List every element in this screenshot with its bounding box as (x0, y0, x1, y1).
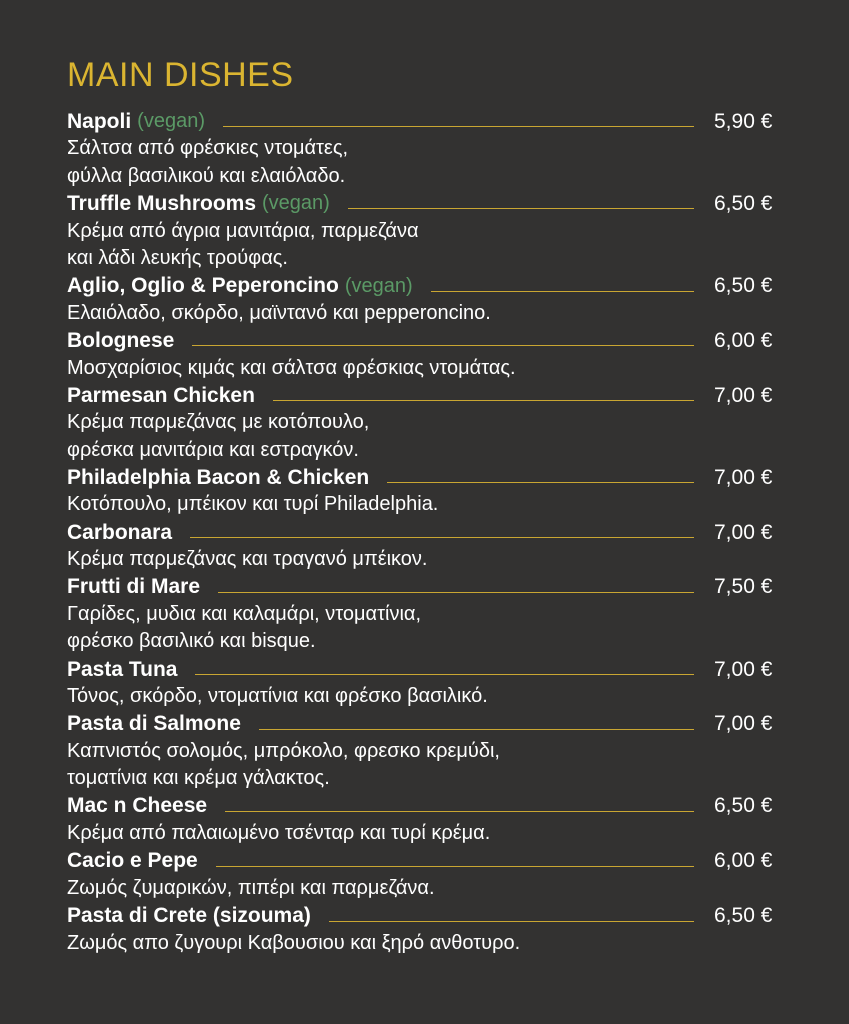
item-price: 7,00 € (714, 657, 773, 681)
item-header (67, 574, 789, 601)
menu-item (67, 382, 789, 464)
item-header (67, 902, 789, 929)
item-header (67, 382, 789, 409)
description-line: Μοσχαρίσιος κιμάς και σάλτσα φρέσκιας ντομάτας. (67, 356, 516, 379)
item-description (67, 355, 687, 382)
menu-item (67, 190, 789, 272)
leader-line (192, 345, 694, 346)
item-header (67, 272, 789, 299)
description-line: τοματίνια και κρέμα γάλακτος. (67, 767, 330, 790)
item-description (67, 491, 687, 518)
leader-line (329, 921, 694, 922)
vegan-tag: (vegan) (137, 110, 205, 133)
menu-item (67, 574, 789, 656)
item-description (67, 930, 687, 957)
description-line: Κρέμα παρμεζάνας και τραγανό μπέικον. (67, 548, 428, 571)
description-line: Ζωμός ζυμαρικών, πιπέρι και παρμεζάνα. (67, 876, 435, 899)
menu-item (67, 327, 789, 382)
item-description (67, 820, 687, 847)
item-header (67, 656, 789, 683)
menu-item (67, 848, 789, 903)
leader-line (225, 811, 694, 812)
description-line: φρέσκο βασιλικό και bisque. (67, 630, 316, 653)
page-title: MAIN DISHES (67, 56, 294, 94)
item-description (67, 875, 687, 902)
item-description (67, 300, 687, 327)
menu-item (67, 902, 789, 957)
item-name: Frutti di Mare (67, 575, 201, 599)
item-name: Pasta di Crete (sizouma) (67, 904, 311, 928)
item-price: 6,50 € (714, 191, 773, 215)
item-name: Truffle Mushrooms (67, 191, 257, 215)
item-name: Pasta Tuna (67, 657, 178, 681)
item-description (67, 546, 687, 573)
description-line: φρέσκα μανιτάρια και εστραγκόν. (67, 438, 359, 461)
leader-line (259, 729, 694, 730)
leader-line (190, 537, 694, 538)
menu-item (67, 793, 789, 848)
leader-line (216, 866, 694, 867)
item-price: 6,00 € (714, 328, 773, 352)
description-line: Κρέμα από άγρια μανιτάρια, παρμεζάνα (67, 219, 419, 242)
item-name: Bolognese (67, 328, 175, 352)
menu-item (67, 464, 789, 519)
item-name: Cacio e Pepe (67, 849, 198, 873)
menu-item (67, 519, 789, 574)
description-line: Κοτόπουλο, μπέικον και τυρί Philadelphia. (67, 493, 439, 516)
item-name: Philadelphia Bacon & Chicken (67, 465, 370, 489)
item-description (67, 409, 687, 464)
leader-line (223, 126, 694, 127)
item-header (67, 848, 789, 875)
description-line: Κρέμα παρμεζάνας με κοτόπουλο, (67, 411, 370, 434)
leader-line (348, 208, 694, 209)
vegan-tag: (vegan) (262, 192, 330, 215)
item-price: 7,00 € (714, 383, 773, 407)
description-line: Καπνιστός σολομός, μπρόκολο, φρεσκο κρεμύδι, (67, 739, 500, 762)
item-description (67, 683, 687, 710)
item-header (67, 464, 789, 491)
description-line: Γαρίδες, μυδια και καλαμάρι, ντοματίνια, (67, 603, 422, 626)
description-line: Κρέμα από παλαιωμένο τσένταρ και τυρί κρέμα. (67, 822, 491, 845)
item-name: Pasta di Salmone (67, 712, 241, 736)
description-line: Σάλτσα από φρέσκιες ντομάτες, (67, 137, 349, 160)
item-name: Parmesan Chicken (67, 383, 255, 407)
item-price: 6,50 € (714, 274, 773, 298)
description-line: και λάδι λευκής τρούφας. (67, 246, 288, 269)
item-price: 7,00 € (714, 520, 773, 544)
vegan-tag: (vegan) (344, 274, 413, 297)
menu-item (67, 656, 789, 711)
item-name: Mac n Cheese (67, 794, 208, 818)
leader-line (387, 482, 694, 483)
item-price: 7,50 € (714, 575, 773, 599)
item-header (67, 190, 789, 217)
menu-item (67, 272, 789, 327)
item-header (67, 108, 789, 135)
leader-line (218, 592, 694, 593)
item-header (67, 327, 789, 354)
item-name: Aglio, Oglio & Peperoncino (67, 274, 339, 298)
description-line: Ζωμός απο ζυγουρι Καβουσιου και ξηρό ανθοτυρο. (67, 931, 521, 954)
leader-line (195, 674, 694, 675)
item-price: 7,00 € (714, 465, 773, 489)
item-price: 6,50 € (714, 794, 773, 818)
leader-line (273, 400, 694, 401)
item-description (67, 738, 687, 793)
description-line: Τόνος, σκόρδο, ντοματίνια και φρέσκο βασιλικό. (67, 685, 488, 708)
item-description (67, 135, 687, 190)
item-name: Napoli (67, 109, 132, 133)
menu-item (67, 108, 789, 190)
leader-line (431, 291, 694, 292)
menu-item (67, 711, 789, 793)
item-header (67, 519, 789, 546)
item-description (67, 218, 687, 273)
item-price: 7,00 € (714, 712, 773, 736)
item-header (67, 711, 789, 738)
item-name: Carbonara (67, 520, 173, 544)
description-line: φύλλα βασιλικού και ελαιόλαδο. (67, 164, 346, 187)
item-header (67, 793, 789, 820)
item-price: 6,50 € (714, 904, 773, 928)
item-price: 6,00 € (714, 849, 773, 873)
description-line: Ελαιόλαδο, σκόρδο, μαϊντανό και pepperoncino. (67, 301, 491, 324)
item-description (67, 601, 687, 656)
menu-list (67, 108, 789, 957)
item-price: 5,90 € (714, 109, 773, 133)
